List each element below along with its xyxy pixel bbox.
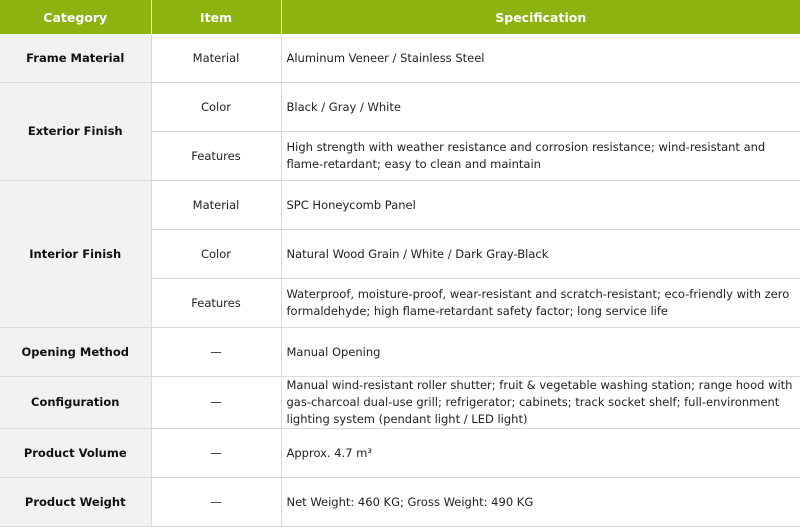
item-cell: Features [151,132,281,181]
item-cell: — [151,478,281,527]
header-row [0,0,800,34]
table-row [0,478,800,527]
spec-cell: Approx. 4.7 m³ [281,429,800,478]
spec-cell: Aluminum Veneer / Stainless Steel [281,34,800,83]
table-row [0,429,800,478]
item-cell: — [151,429,281,478]
header-item: Item [151,0,281,34]
spec-cell: High strength with weather resistance and corrosion resistance; wind-resistant and flame-retardant; easy to clean and maintain [281,132,800,181]
item-cell: — [151,328,281,377]
category-cell: Configuration [0,377,151,429]
item-cell: Features [151,279,281,328]
category-cell: Product Volume [0,429,151,478]
table-row [0,181,800,230]
table-row [0,377,800,429]
header-category: Category [0,0,151,34]
table-row [0,328,800,377]
spec-cell: Natural Wood Grain / White / Dark Gray-Black [281,230,800,279]
category-cell: Interior Finish [0,181,151,328]
item-cell: Color [151,83,281,132]
spec-cell: SPC Honeycomb Panel [281,181,800,230]
spec-cell: Black / Gray / White [281,83,800,132]
item-cell: Material [151,181,281,230]
item-cell: Color [151,230,281,279]
item-cell: Material [151,34,281,83]
category-cell: Exterior Finish [0,83,151,181]
spec-cell: Waterproof, moisture-proof, wear-resistant and scratch-resistant; eco-friendly with zero formaldehyde; high flame-retardant safety factor; long service life [281,279,800,328]
category-cell: Frame Material [0,34,151,83]
item-cell: — [151,377,281,429]
table-row [0,34,800,83]
table-row [0,83,800,132]
header-specification: Specification [281,0,800,34]
spec-cell: Manual Opening [281,328,800,377]
category-cell: Product Weight [0,478,151,527]
category-cell: Opening Method [0,328,151,377]
spec-cell: Net Weight: 460 KG; Gross Weight: 490 KG [281,478,800,527]
spec-cell: Manual wind-resistant roller shutter; fruit & vegetable washing station; range hood with gas-charcoal dual-use grill; refrigerator; cabinets; track socket shelf; full-environment lighting system (pendant light / LED light) [281,377,800,429]
